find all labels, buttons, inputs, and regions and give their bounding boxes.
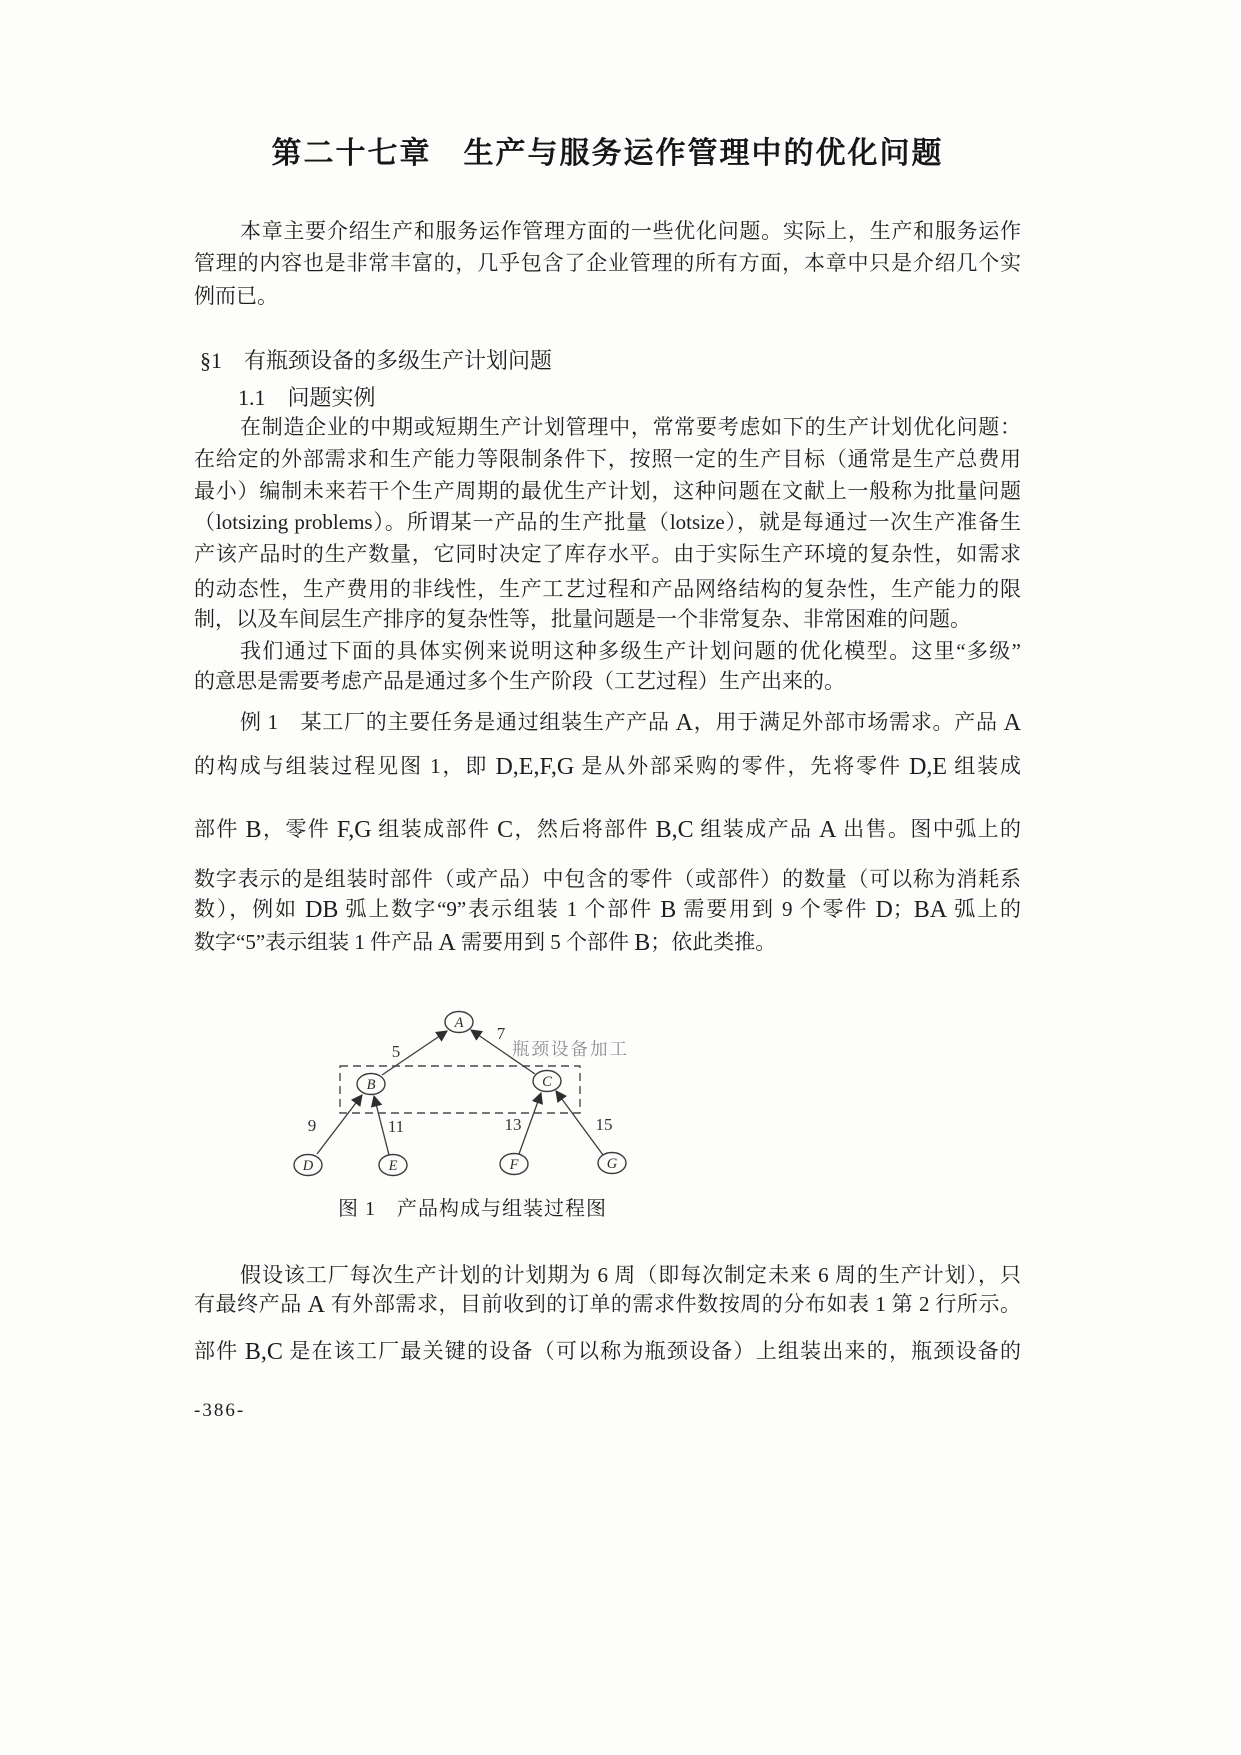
node-label-E: E [388,1158,398,1174]
text-segment: 例 1 某工厂的主要任务是通过组装生产产品 [240,710,676,734]
text-segment: 的构成与组装过程见图 1，即 [194,754,496,778]
paragraph-line: 的动态性，生产费用的非线性，生产工艺过程和产品网络结构的复杂性，生产能力的限 [194,577,1021,601]
math-symbol: D [875,897,893,923]
text-segment: 数），例如 [194,897,306,921]
paragraph-line: 数字表示的是组装时部件（或产品）中包含的零件（或部件）的数量（可以称为消耗系 [194,867,1021,891]
math-symbol: DB [305,897,339,923]
paragraph-line [194,753,1021,780]
assembly-tree-svg [240,975,680,1220]
node-label-B: B [366,1077,376,1093]
math-symbol: D,E [909,754,948,780]
edge-label-CA: 7 [496,1024,506,1043]
chapter-title: 第二十七章 生产与服务运作管理中的优化问题 [271,137,944,170]
node-label-C: C [542,1074,552,1090]
text-segment: 是从外部采购的零件，先将零件 [574,754,910,778]
text-segment: 弧上数字“9”表示组装 1 个部件 [338,897,661,921]
paragraph-line [194,816,1021,843]
paragraph-line: 本章主要介绍生产和服务运作管理方面的一些优化问题。实际上，生产和服务运作 [240,219,1021,243]
math-symbol: B,C [244,1339,283,1365]
paragraph-line: 在给定的外部需求和生产能力等限制条件下，按照一定的生产目标（通常是生产总费用 [194,447,1021,471]
math-symbol: BA [913,897,948,923]
text-segment: 部件 [194,1339,245,1363]
text-segment: ，然后将部件 [513,817,656,841]
paragraph-line [194,1338,1021,1365]
math-symbol: A [438,930,456,956]
node-label-F: F [509,1157,519,1173]
paragraph-line: 最小）编制未来若干个生产周期的最优生产计划，这种问题在文献上一般称为批量问题 [194,479,1021,503]
text-segment: ； [892,897,914,921]
math-symbol: B [660,897,677,923]
paragraph-line: （lotsizing problems）。所谓某一产品的生产批量（lotsize），就是每通过一次生产准备生 [194,510,1021,534]
math-symbol: A [1003,710,1022,736]
math-symbol: A [675,710,694,736]
paragraph-line: 在制造企业的中期或短期生产计划管理中，常常要考虑如下的生产计划优化问题： [240,415,1021,439]
page-number: -386- [194,1400,246,1421]
math-symbol: D,E,F,G [495,754,575,780]
text-segment: 出售。图中弧上的 [836,817,1022,841]
paragraph-line: 例而已。 [194,284,278,308]
math-symbol: B [245,817,262,843]
text-segment: 组装成部件 [371,817,498,841]
math-symbol: A [819,817,837,843]
text-segment: 数字“5”表示组装 1 件产品 [194,930,439,954]
node-label-D: D [302,1158,314,1174]
text-segment: 组装成 [947,754,1022,778]
text-segment: 有最终产品 [194,1292,308,1316]
text-segment: 组装成产品 [693,817,820,841]
text-segment: 是在该工厂最关键的设备（可以称为瓶颈设备）上组装出来的，瓶颈设备的 [282,1339,1021,1363]
math-symbol: C [497,817,514,843]
node-label-A: A [454,1015,464,1031]
node-label-G: G [606,1156,618,1172]
paragraph-line: 管理的内容也是非常丰富的，几乎包含了企业管理的所有方面，本章中只是介绍几个实 [194,251,1021,275]
figure-1-diagram [240,975,680,1220]
text-segment: 弧上的 [947,897,1022,921]
paragraph-line [240,709,1021,736]
edge-label-FC: 13 [504,1115,522,1134]
text-segment: ，零件 [261,817,337,841]
edge-label-EB: 11 [387,1117,405,1136]
text-segment: 部件 [194,817,246,841]
edge-label-DB: 9 [307,1116,317,1135]
paragraph-line [194,896,1021,923]
text-segment: 需要用到 5 个部件 [455,930,635,954]
figure-caption: 图 1 产品构成与组装过程图 [338,1198,607,1220]
math-symbol: B,C [655,817,694,843]
text-segment: ；依此类推。 [650,930,777,954]
paragraph-line [194,1291,1021,1318]
paragraph-line: 产该产品时的生产数量，它同时决定了库存水平。由于实际生产环境的复杂性，如需求 [194,542,1021,566]
text-segment: 需要用到 9 个零件 [676,897,876,921]
paragraph-line [194,929,1021,956]
section-heading: §1 有瓶颈设备的多级生产计划问题 [200,348,553,373]
paragraph-line: 的意思是需要考虑产品是通过多个生产阶段（工艺过程）生产出来的。 [194,669,845,693]
edge-E-B [374,1096,389,1155]
math-symbol: F,G [336,817,372,843]
edge-label-BA: 5 [391,1042,401,1061]
math-symbol: A [307,1292,325,1318]
edge-label-GC: 15 [595,1115,613,1134]
edge-F-C [519,1093,541,1154]
bottleneck-label: 瓶颈设备加工 [512,1039,629,1059]
subsection-heading: 1.1 问题实例 [238,385,376,410]
paragraph-line: 假设该工厂每次生产计划的计划期为 6 周（即每次制定未来 6 周的生产计划），只 [240,1263,1021,1287]
text-segment: ，用于满足外部市场需求。产品 [693,710,1004,734]
math-symbol: B [634,930,651,956]
paragraph-line: 制，以及车间层生产排序的复杂性等，批量问题是一个非常复杂、非常困难的问题。 [194,607,971,631]
text-segment: 有外部需求，目前收到的订单的需求件数按周的分布如表 1 第 2 行所示。 [324,1292,1022,1316]
paragraph-line: 我们通过下面的具体实例来说明这种多级生产计划问题的优化模型。这里“多级” [240,639,1021,663]
